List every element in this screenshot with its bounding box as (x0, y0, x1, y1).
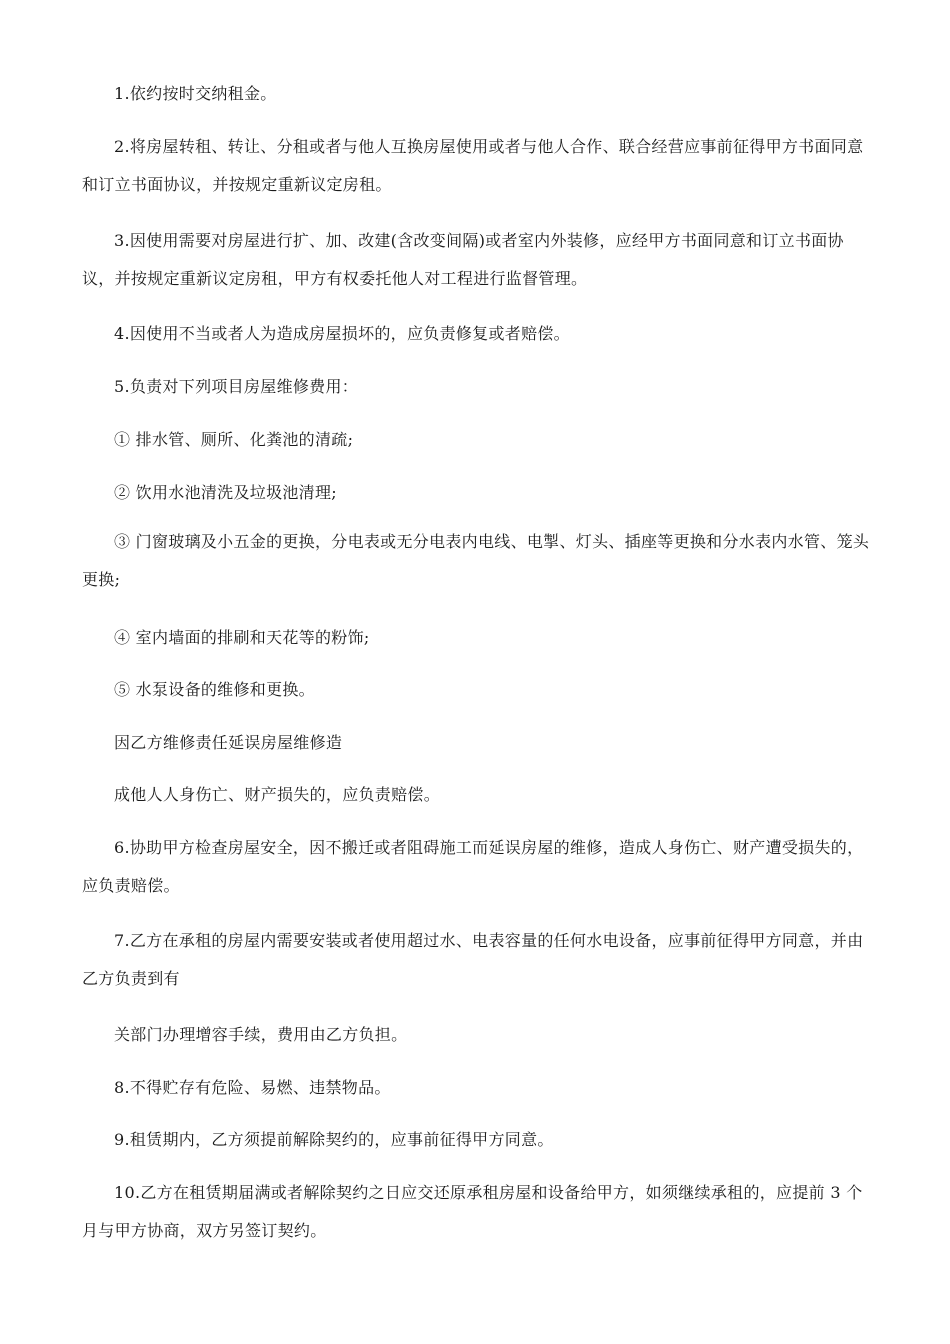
paragraph-item-9: 9.租赁期内，乙方须提前解除契约的，应事前征得甲方同意。 (114, 1130, 554, 1149)
list-item-wall-painting: ④ 室内墙面的排刷和天花等的粉饰; (114, 628, 370, 647)
list-item-water-tank: ② 饮用水池清洗及垃圾池清理; (114, 483, 337, 502)
paragraph-item-1: 1.依约按时交纳租金。 (114, 84, 277, 103)
paragraph-compensation: 成他人人身伤亡、财产损失的，应负责赔偿。 (114, 785, 441, 804)
paragraph-delay-responsibility: 因乙方维修责任延误房屋维修造 (114, 733, 343, 752)
paragraph-item-4: 4.因使用不当或者人为造成房屋损坏的，应负责修复或者赔偿。 (114, 324, 570, 343)
paragraph-item-5: 5.负责对下列项目房屋维修费用： (114, 377, 359, 396)
list-item-water-pump: ⑤ 水泵设备的维修和更换。 (114, 680, 315, 699)
list-item-drainage: ① 排水管、厕所、化粪池的清疏; (114, 430, 354, 449)
paragraph-item-2: 2.将房屋转租、转让、分租或者与他人互换房屋使用或者与他人合作、联合经营应事前征得甲方书面同意和订立书面协议，并按规定重新议定房租。 (82, 137, 864, 194)
paragraph-item-3: 3.因使用需要对房屋进行扩、加、改建(含改变间隔)或者室内外装修，应经甲方书面同意和订立书面协议，并按规定重新议定房租，甲方有权委托他人对工程进行监督管理。 (82, 231, 844, 288)
paragraph-item-10: 10.乙方在租赁期届满或者解除契约之日应交还原承租房屋和设备给甲方，如须继续承租的，应提前 3 个月与甲方协商，双方另签订契约。 (82, 1183, 863, 1240)
paragraph-capacity-procedure: 关部门办理增容手续，费用由乙方负担。 (114, 1025, 408, 1044)
list-item-doors-windows: ③ 门窗玻璃及小五金的更换，分电表或无分电表内电线、电掣、灯头、插座等更换和分水表内水管、笼头更换; (82, 532, 870, 589)
paragraph-item-7: 7.乙方在承租的房屋内需要安装或者使用超过水、电表容量的任何水电设备，应事前征得甲方同意，并由乙方负责到有 (82, 931, 864, 988)
paragraph-item-6: 6.协助甲方检查房屋安全，因不搬迁或者阻碍施工而延误房屋的维修，造成人身伤亡、财产遭受损失的，应负责赔偿。 (82, 838, 864, 895)
paragraph-item-8: 8.不得贮存有危险、易燃、违禁物品。 (114, 1078, 391, 1097)
